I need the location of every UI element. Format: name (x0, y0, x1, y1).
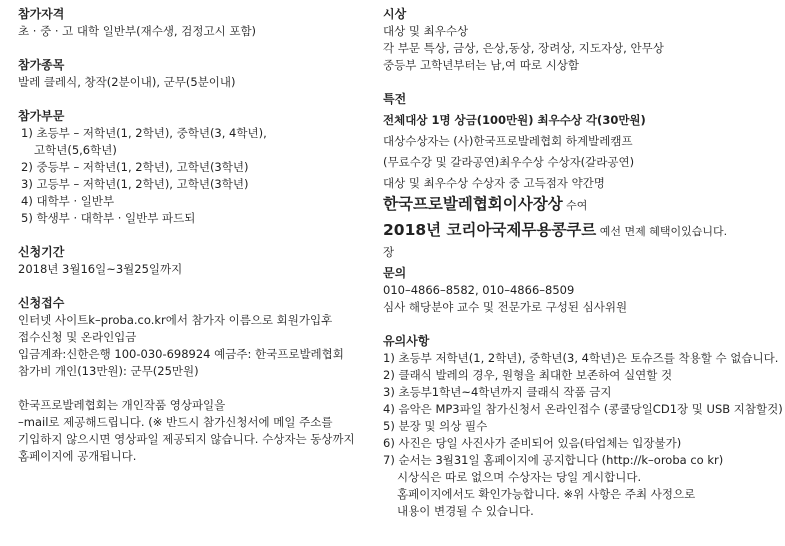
division-line: 5) 학생부 · 대학부 · 일반부 파드되 (21, 211, 196, 225)
period-heading: 신청기간 (18, 245, 65, 259)
benefits-chairman-award (383, 192, 778, 218)
application-heading: 신청접수 (18, 296, 65, 310)
divisions-heading: 참가부문 (18, 109, 65, 123)
notice-line: 기입하지 않으시면 영상파일 제공되지 않습니다. 수상자는 동상까지 (18, 432, 355, 446)
awards-line: 대상 및 최우수상 (383, 24, 469, 38)
categories-text: 발레 클레식, 창작(2분이내), 군무(5분이내) (18, 75, 236, 89)
caution-line: 5) 분장 및 의상 필수 (383, 419, 488, 433)
application-line: 접수신청 및 온라인입금 (18, 330, 137, 344)
benefits-tail: 장 (383, 245, 395, 259)
caution-line: 2) 클래식 발레의 경우, 원형을 최대한 보존하여 실연할 것 (383, 368, 673, 382)
caution-line: 3) 초등부1학년~4학년까지 클래식 작품 금지 (383, 385, 612, 399)
division-line: 1) 초등부 – 저학년(1, 2학년), 중학년(3, 4학년), (21, 126, 267, 140)
division-line: 고학년(5,6학년) (34, 143, 117, 157)
benefits-line: 대상 및 최우수상 수상자 중 고득점자 약간명 (383, 176, 605, 190)
benefits-line: (무료수강 및 갈라공연)최우수상 수상자(갈라공연) (383, 155, 635, 169)
benefits-competition-exemption (383, 218, 778, 244)
application-line: 입금계좌:신한은행 100-030-698924 예금주: 한국프로발레협회 (18, 347, 344, 361)
division-line: 2) 중등부 – 저학년(1, 2학년), 고학년(3학년) (21, 160, 249, 174)
application-line: 참가비 개인(13만원): 군무(25만원) (18, 364, 199, 378)
division-line: 3) 고등부 – 저학년(1, 2학년), 고학년(3학년) (21, 177, 249, 191)
notice-line: 홈페이지에 공개됩니다. (18, 449, 137, 463)
chairman-award-suffix: 수여 (562, 199, 588, 212)
caution-line: 7) 순서는 3월31일 홈페이지에 공지합니다 (http://k–oroba co kr) (383, 453, 724, 467)
period-text: 2018년 3월16일~3월25일까지 (18, 262, 183, 276)
notice-line: 한국프로발레협회는 개인작품 영상파일을 (18, 398, 226, 412)
chairman-award-title: 한국프로발레협회이사장상 (383, 195, 563, 213)
application-line: 인터넷 사이트k–proba.co.kr에서 참가자 이름으로 회원가입후 (18, 313, 333, 327)
awards-line: 중등부 고학년부터는 남,여 따로 시상함 (383, 58, 580, 72)
awards-line: 각 부문 특상, 금상, 은상,동상, 장려상, 지도자상, 안무상 (383, 41, 664, 55)
caution-line: 4) 음악은 MP3파일 참가신청서 온라인접수 (콩쿨당일CD1장 및 USB 지참할것) (383, 402, 783, 416)
benefits-heading: 특전 (383, 92, 407, 106)
division-line: 4) 대학부 · 일반부 (21, 194, 115, 208)
caution-line: 홈페이지에서도 확인가능합니다. ※위 사항은 주최 사정으로 (397, 487, 696, 501)
caution-line: 내용이 변경될 수 있습니다. (397, 504, 534, 518)
benefits-line: 대상수상자는 (사)한국프로발레협회 하계발레캠프 (383, 134, 633, 148)
left-column (18, 6, 368, 465)
competition-title: 2018년 코리아국제무용콩쿠르 (383, 221, 597, 239)
caution-line: 시상식은 따로 없으며 수상자는 당일 게시합니다. (397, 470, 642, 484)
notice-line: –mail로 제공해드립니다. (※ 반드시 참가신청서에 메일 주소를 (18, 415, 333, 429)
awards-heading: 시상 (383, 7, 407, 21)
contact-heading: 문의 (383, 266, 407, 280)
eligibility-text: 초 · 중 · 고 대학 일반부(재수생, 검정고시 포함) (18, 24, 257, 38)
competition-suffix: 예선 면제 혜택이있습니다. (596, 225, 728, 238)
eligibility-heading: 참가자격 (18, 7, 65, 21)
caution-line: 6) 사진은 당일 사진사가 준비되어 있음(타업체는 입장불가) (383, 436, 682, 450)
contact-judges: 심사 해당분야 교수 및 전문가로 구성된 심사위원 (383, 300, 628, 314)
cautions-heading: 유의사항 (383, 334, 430, 348)
categories-heading: 참가종목 (18, 58, 65, 72)
benefits-prize-line: 전체대상 1명 상금(100만원) 최우수상 각(30만원) (383, 113, 646, 127)
contact-phone: 010–4866–8582, 010–4866–8509 (383, 283, 575, 297)
right-column (383, 6, 783, 520)
caution-line: 1) 초등부 저학년(1, 2학년), 중학년(3, 4학년)은 토슈즈를 착용할 수 없습니다. (383, 351, 779, 365)
